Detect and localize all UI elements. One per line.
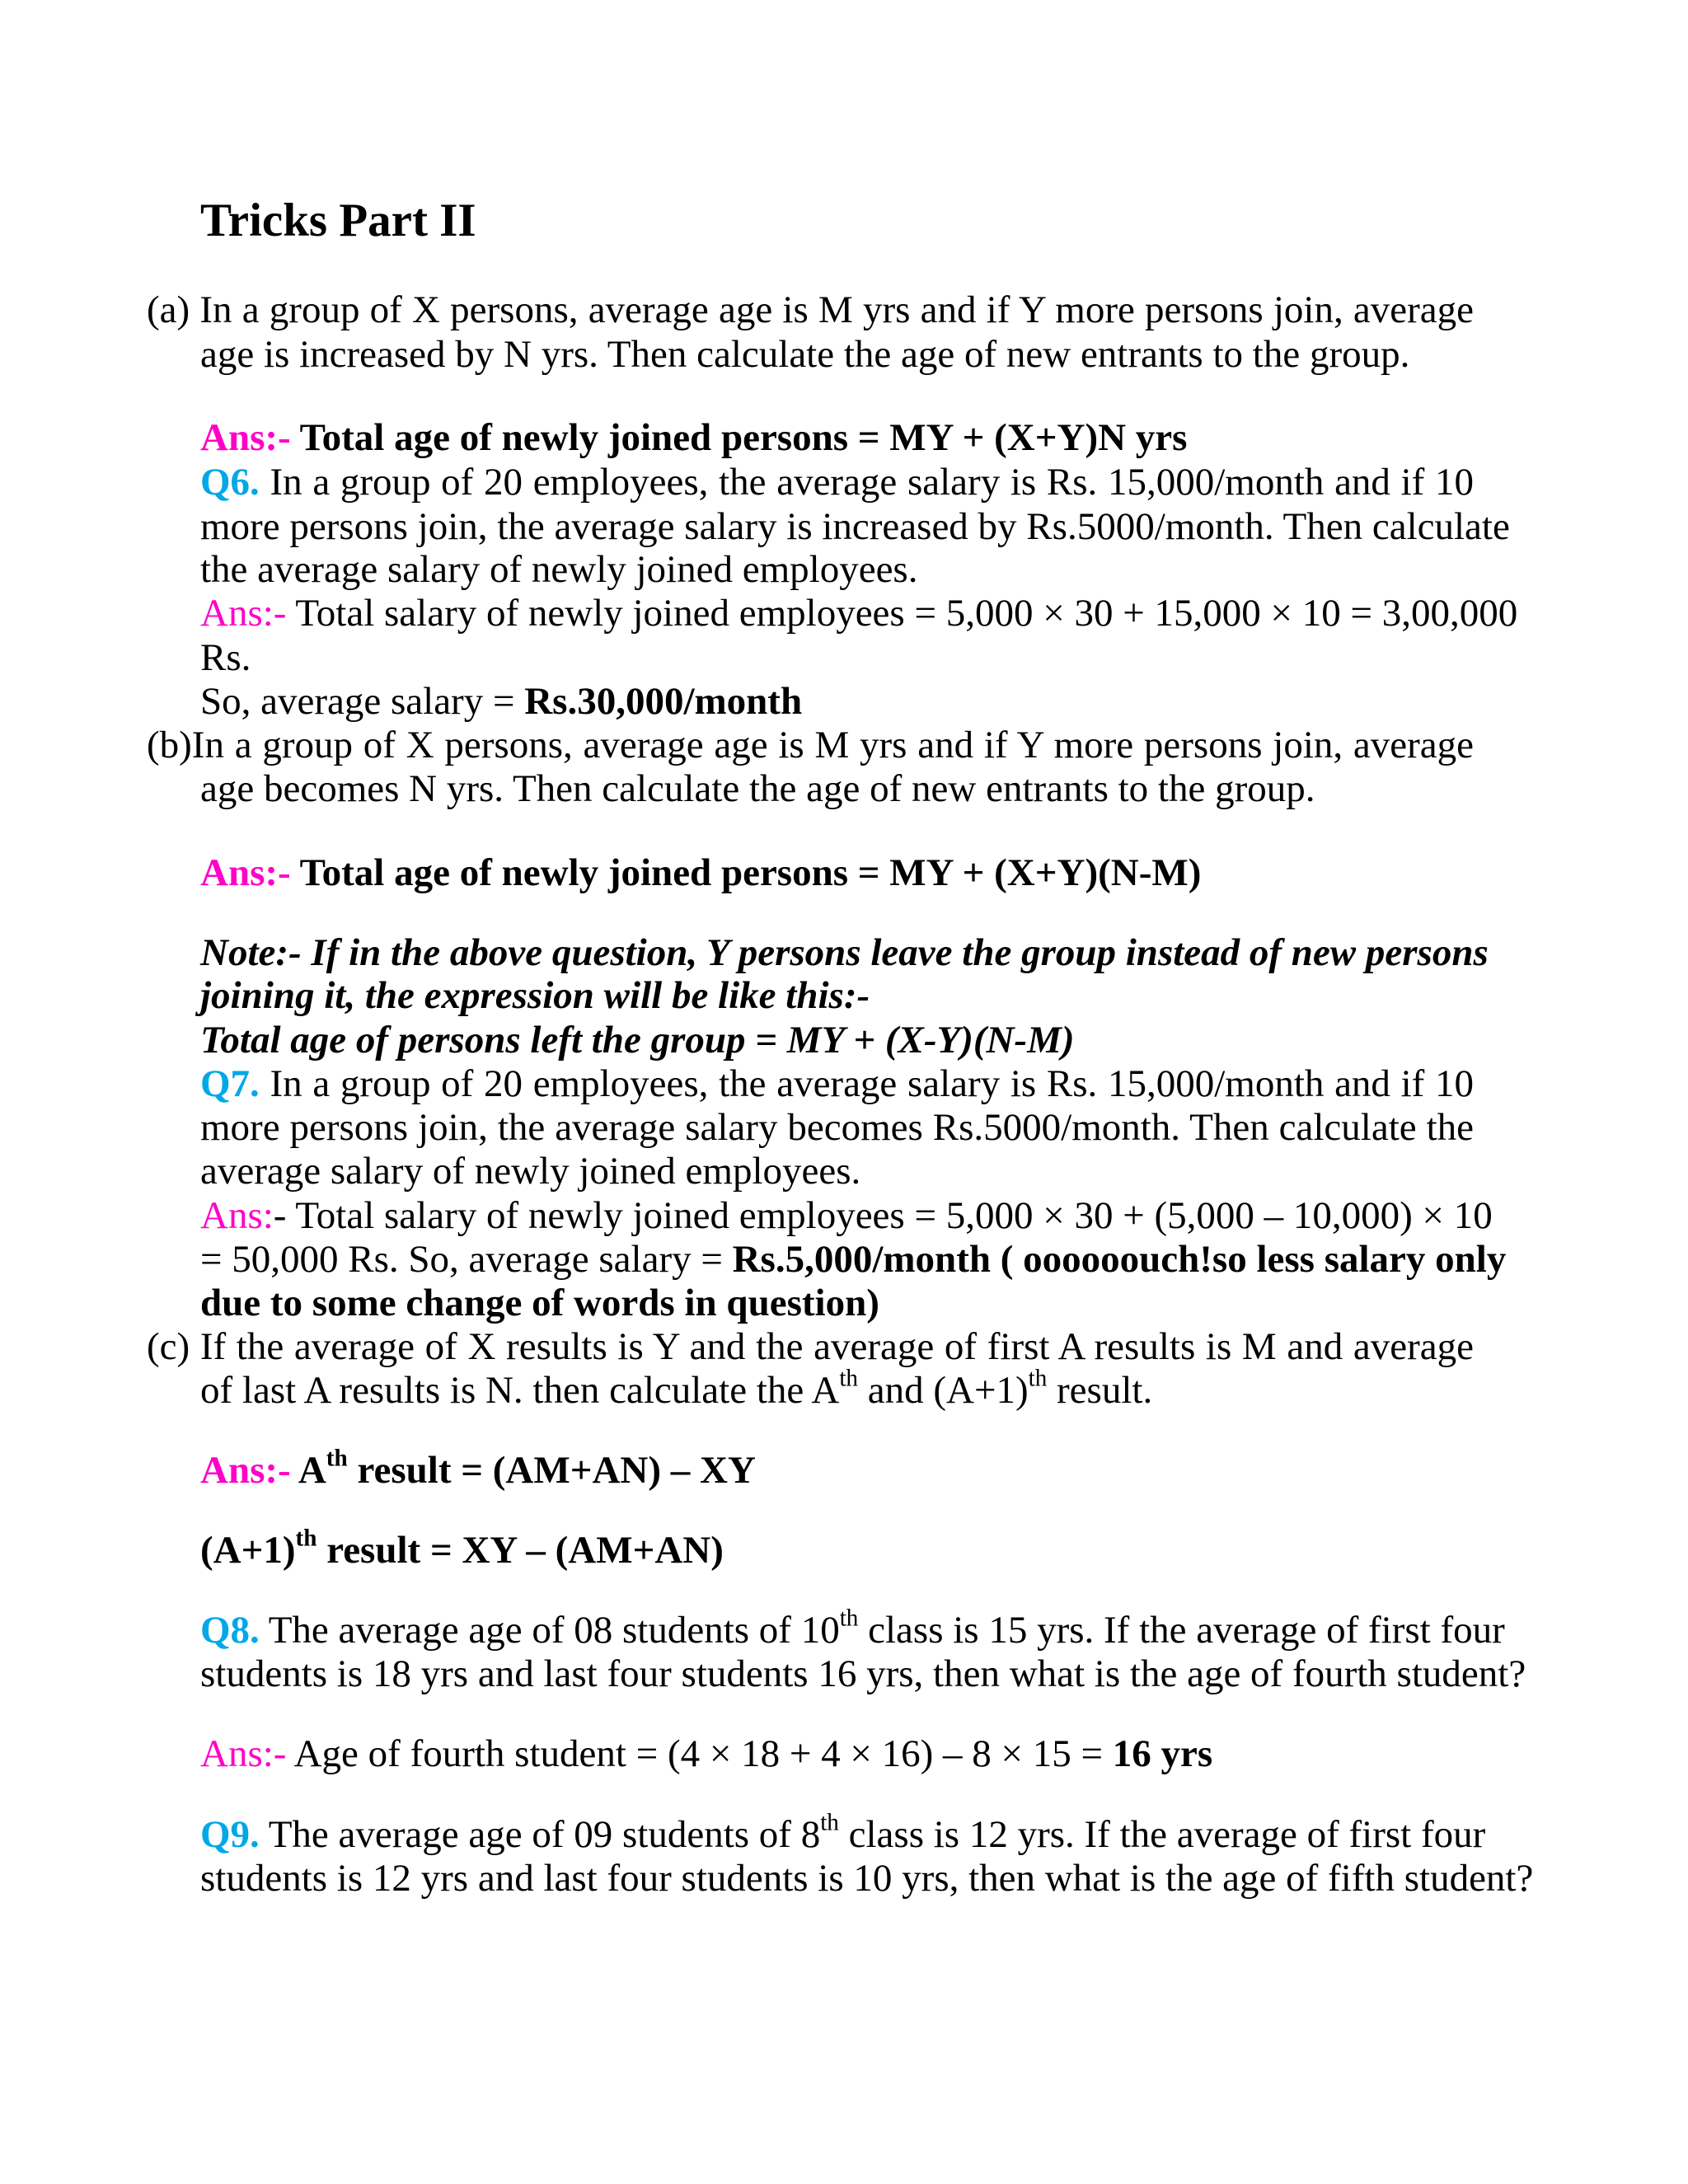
answer-label: Ans:-: [200, 592, 287, 635]
text-segment: The average age of 09 students of 8: [259, 1813, 821, 1856]
q6-line-1: [200, 459, 1474, 505]
q6-line-3: the average salary of newly joined employees.: [200, 548, 918, 591]
trick-a-line-2: age is increased by N yrs. Then calculate the age of new entrants to the group.: [200, 333, 1410, 376]
answer-text: Age of fourth student = (4 × 18 + 4 × 16) – 8 × 15 =: [286, 1732, 1113, 1775]
superscript: th: [839, 1365, 858, 1392]
question-text: In a group of 20 employees, the average salary is Rs. 15,000/month and if 10: [259, 461, 1474, 504]
text-segment: A: [290, 1449, 326, 1492]
note-line-3: Total age of persons left the group = MY + (X-Y)(N-M): [200, 1019, 1075, 1062]
answer-result: Rs.5,000/month ( oooooouch!so less salary only: [732, 1238, 1507, 1281]
text-segment: class is 12 yrs. If the average of first four: [838, 1813, 1486, 1856]
q7-answer-line-2: [200, 1236, 1507, 1282]
question-label: Q8.: [200, 1609, 260, 1652]
answer-label: Ans:-: [200, 851, 291, 894]
answer-text: = 50,000 Rs. So, average salary =: [200, 1238, 733, 1281]
text-segment: result = XY – (AM+AN): [316, 1529, 724, 1572]
superscript: th: [839, 1605, 859, 1632]
text-segment: The average age of 08 students of 10: [259, 1609, 840, 1652]
q8-line-2: students is 18 yrs and last four students 16 yrs, then what is the age of fourth student?: [200, 1652, 1526, 1695]
trick-b-line-1: (b)In a group of X persons, average age is M yrs and if Y more persons join, average: [147, 724, 1474, 766]
q8-line-1: [200, 1605, 1505, 1653]
answer-label: Ans:-: [200, 1732, 287, 1775]
answer-label: Ans:-: [200, 1449, 291, 1492]
text-segment: result = (AM+AN) – XY: [347, 1449, 756, 1492]
text-segment: result.: [1047, 1369, 1153, 1412]
q7-answer-line-3: due to some change of words in question): [200, 1282, 879, 1324]
q7-line-2: more persons join, the average salary becomes Rs.5000/month. Then calculate the: [200, 1106, 1474, 1149]
trick-a-answer: [200, 415, 1474, 461]
q6-answer-line-3: [200, 678, 1474, 724]
note-line-1: Note:- If in the above question, Y persons leave the group instead of new persons: [200, 931, 1489, 974]
superscript: th: [326, 1445, 348, 1472]
answer-text: So, average salary =: [200, 680, 525, 723]
superscript: th: [295, 1525, 317, 1552]
trick-a-line-1: (a) In a group of X persons, average age is M yrs and if Y more persons join, average: [147, 288, 1474, 331]
q9-line-2: students is 12 yrs and last four students is 10 yrs, then what is the age of fifth student?: [200, 1857, 1534, 1900]
q8-answer: [200, 1731, 1474, 1777]
trick-b-answer: [200, 850, 1474, 896]
q7-line-3: average salary of newly joined employees.: [200, 1150, 861, 1193]
superscript: th: [820, 1809, 839, 1836]
text-segment: and (A+1): [858, 1369, 1029, 1412]
answer-result: 16 yrs: [1112, 1732, 1213, 1775]
trick-c-line-1: (c) If the average of X results is Y and the average of first A results is M and average: [147, 1325, 1474, 1368]
trick-b-line-2: age becomes N yrs. Then calculate the age of new entrants to the group.: [200, 767, 1315, 810]
trick-c-answer-2: [200, 1527, 1474, 1573]
question-label: Q7.: [200, 1062, 260, 1105]
text-segment: of last A results is N. then calculate the A: [200, 1369, 840, 1412]
trick-c-line-2: [200, 1367, 1474, 1413]
superscript: th: [1028, 1365, 1048, 1392]
q6-line-2: more persons join, the average salary is increased by Rs.5000/month. Then calculate: [200, 505, 1510, 548]
answer-formula: Total age of newly joined persons = MY + (X+Y)(N-M): [290, 851, 1202, 894]
answer-result: Rs.30,000/month: [524, 680, 803, 723]
q6-answer-line-1: [200, 590, 1518, 636]
answer-formula: Total age of newly joined persons = MY + (X+Y)N yrs: [290, 416, 1188, 459]
text-segment: (A+1): [200, 1529, 296, 1572]
text-segment: class is 15 yrs. If the average of first four: [858, 1609, 1505, 1652]
question-label: Q9.: [200, 1813, 260, 1856]
note-line-2: joining it, the expression will be like this:-: [200, 974, 870, 1017]
answer-text: - Total salary of newly joined employees = 5,000 × 30 + (5,000 – 10,000) × 10: [273, 1194, 1493, 1237]
page-title: Tricks Part II: [200, 194, 476, 246]
q7-answer-line-1: [200, 1193, 1493, 1239]
question-text: In a group of 20 employees, the average salary is Rs. 15,000/month and if 10: [259, 1062, 1474, 1105]
question-label: Q6.: [200, 461, 260, 504]
answer-text: Total salary of newly joined employees = 5,000 × 30 + 15,000 × 10 = 3,00,000: [286, 592, 1518, 635]
q6-answer-line-2: Rs.: [200, 636, 251, 679]
q9-line-1: [200, 1809, 1486, 1858]
answer-label: Ans:: [200, 1194, 274, 1237]
q7-line-1: [200, 1061, 1474, 1107]
trick-c-answer-1: [200, 1447, 1474, 1493]
answer-label: Ans:-: [200, 416, 291, 459]
